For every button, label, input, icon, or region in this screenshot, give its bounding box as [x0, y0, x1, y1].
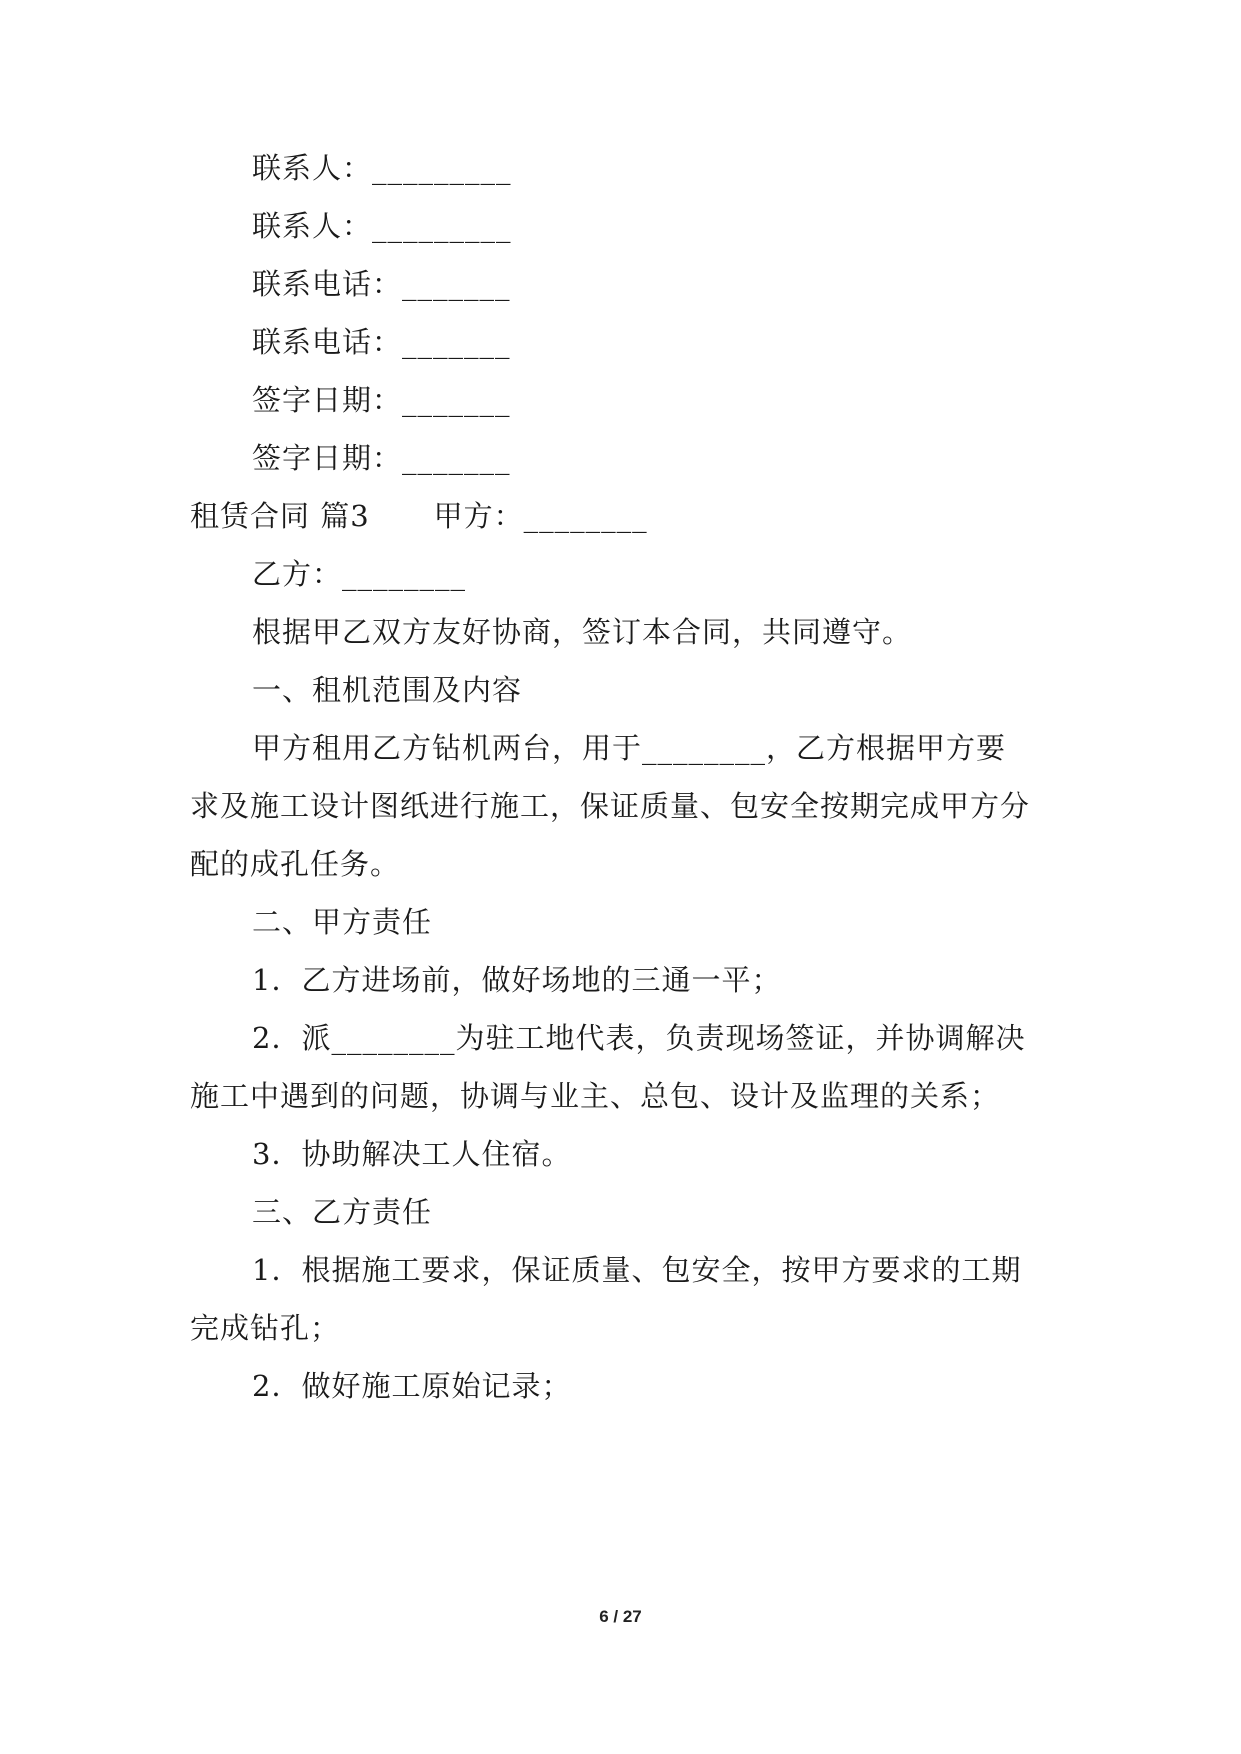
preamble: 根据甲乙双方友好协商，签订本合同，共同遵守。: [252, 615, 913, 649]
section-3-item-1-line-2: 完成钻孔；: [190, 1311, 341, 1345]
section-2-title: 二、甲方责任: [252, 905, 433, 939]
section-2-item-2-line-2: 施工中遇到的问题，协调与业主、总包、设计及监理的关系；: [190, 1079, 1001, 1113]
party-b-line: 乙方：________: [252, 557, 467, 591]
section-2-item-3: 3．协助解决工人住宿。: [252, 1137, 572, 1171]
section-1-title: 一、租机范围及内容: [252, 673, 523, 707]
contract-heading-row: [190, 496, 648, 536]
section-1-body-line-1: 甲方租用乙方钻机两台，用于________，乙方根据甲方要: [252, 731, 1007, 765]
section-3-item-2: 2．做好施工原始记录；: [252, 1369, 572, 1403]
contact-phone-line-a: 联系电话：_______: [252, 267, 511, 301]
contact-person-line-a: 联系人：_________: [252, 151, 512, 185]
contract-heading: 租赁合同 篇3: [190, 499, 370, 533]
section-2-item-1: 1．乙方进场前，做好场地的三通一平；: [252, 963, 782, 997]
section-1-body-line-2: 求及施工设计图纸进行施工，保证质量、包安全按期完成甲方分: [190, 789, 1031, 823]
sign-date-line-b: 签字日期：_______: [252, 441, 511, 475]
section-3-title: 三、乙方责任: [252, 1195, 433, 1229]
section-1-body-line-3: 配的成孔任务。: [190, 847, 401, 881]
party-a-line: 甲方：________: [433, 499, 648, 533]
sign-date-line-a: 签字日期：_______: [252, 383, 511, 417]
section-3-item-1-line-1: 1．根据施工要求，保证质量、包安全，按甲方要求的工期: [252, 1253, 1022, 1287]
contact-phone-line-b: 联系电话：_______: [252, 325, 511, 359]
contact-person-line-b: 联系人：_________: [252, 209, 512, 243]
section-2-item-2-line-1: 2．派________为驻工地代表，负责现场签证，并协调解决: [252, 1021, 1026, 1055]
page-indicator: 6 / 27: [599, 1607, 642, 1626]
